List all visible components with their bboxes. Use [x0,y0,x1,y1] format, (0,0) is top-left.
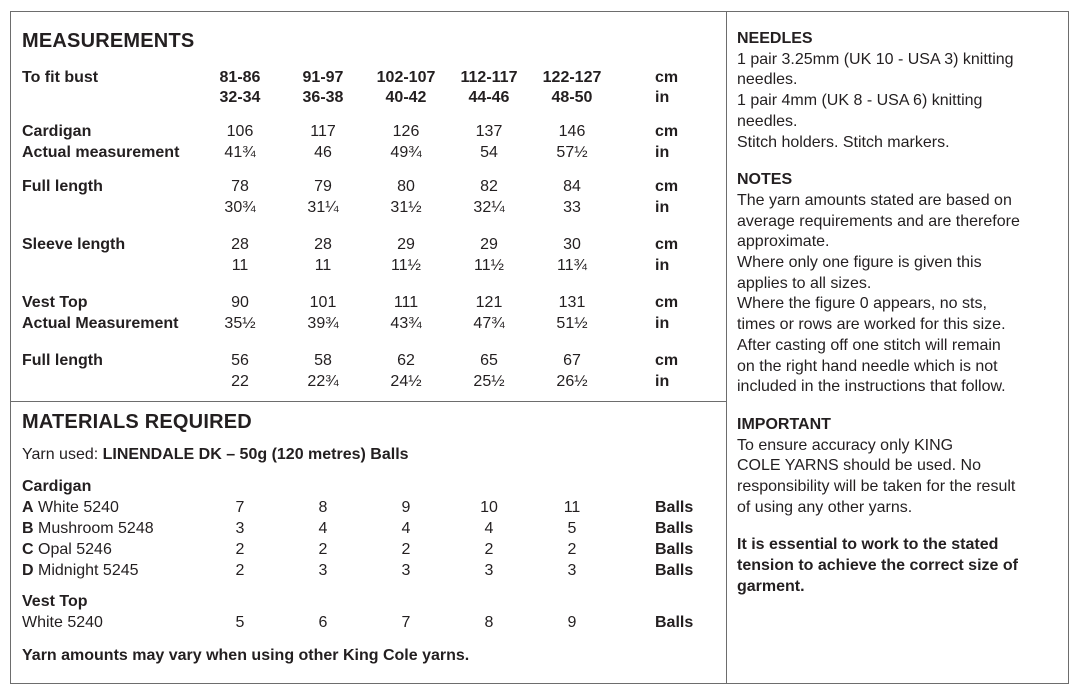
bust-size-cm: 102-107 [376,69,436,86]
important-bold-line: garment. [737,577,805,595]
measurement-in-value: 47¾ [473,314,505,332]
yarn-used-line [22,445,409,465]
bust-size-cm: 91-97 [302,69,344,86]
notes-line: Where the figure 0 appears, no sts, [737,295,987,313]
needles-line: needles. [737,71,798,89]
ball-count: 2 [235,541,245,558]
measurement-cm-value: 79 [314,178,332,195]
measurement-cm-value: 65 [480,352,498,369]
bust-size-cm: 122-127 [542,69,602,86]
notes-line: on the right hand needle which is not [737,357,998,375]
measurement-cm-value: 106 [226,123,254,140]
yarn-letter: D [22,562,34,579]
unit-cm: cm [655,178,679,195]
measurement-label: Sleeve length [22,236,126,253]
ball-count: 7 [235,499,245,516]
yarn-colour-name: White 5240 [33,499,119,516]
needles-line: needles. [737,112,798,130]
needles-section [737,29,1057,153]
measurement-sublabel: Actual measurement [22,143,180,161]
unit-in: in [655,256,670,274]
measurement-sublabel: Actual Measurement [22,314,179,332]
measurement-in-value: 43¾ [390,314,422,332]
unit-balls: Balls [655,614,694,631]
important-bold-line: tension to achieve the correct size of [737,557,1018,575]
ball-count: 2 [567,541,577,558]
measurement-label: Vest Top [22,294,88,311]
unit-cm: cm [655,294,679,311]
measurement-cm-value: 67 [563,352,581,369]
yarn-colour-name: Opal 5246 [33,541,112,558]
notes-line: Where only one figure is given this [737,254,982,272]
measurement-cm-value: 146 [558,123,586,140]
measurement-cm-value: 28 [314,236,332,253]
measurement-in-value: 54 [480,143,498,161]
measurement-in-value: 32¼ [473,198,505,216]
ball-count: 4 [318,520,328,537]
measurement-cm-value: 121 [475,294,503,311]
ball-count: 9 [401,499,411,516]
measurement-in-value: 51½ [556,314,588,332]
bust-size-cm: 112-117 [460,69,518,86]
measurement-in-value: 46 [314,143,332,161]
important-section [737,415,1057,598]
measurement-cm-value: 82 [480,178,498,195]
bust-size-in: 48-50 [551,89,593,106]
ball-count: 4 [401,520,411,537]
measurement-cm-value: 126 [392,123,420,140]
ball-count: 2 [401,541,411,558]
unit-balls: Balls [655,499,694,516]
measurement-in-value: 11½ [474,256,504,274]
measurement-in-value: 22 [231,372,249,390]
notes-section [737,170,1057,398]
notes-title: NOTES [737,171,793,189]
measurement-in-value: 31½ [390,198,422,216]
yarn-colour-name: Mushroom 5248 [33,520,154,537]
notes-line: average requirements and are therefore [737,212,1020,230]
measurement-in-value: 25½ [473,372,505,390]
important-line: To ensure accuracy only KING [737,436,954,454]
needles-line: 1 pair 3.25mm (UK 10 - USA 3) knitting [737,50,1014,68]
measurement-in-value: 33 [563,198,581,216]
measurement-cm-value: 90 [231,294,249,311]
measurement-in-value: 30¾ [224,198,256,216]
measurement-cm-value: 29 [480,236,498,253]
ball-count: 8 [484,614,494,631]
notes-line: applies to all sizes. [737,274,872,292]
measurement-cm-value: 101 [309,294,337,311]
ball-count: 6 [318,614,328,631]
measurement-cm-value: 80 [397,178,415,195]
yarn-colour-name: Midnight 5245 [33,562,139,579]
ball-count: 9 [567,614,577,631]
ball-count: 8 [318,499,328,516]
important-bold-line: It is essential to work to the stated [737,536,999,554]
ball-count: 3 [318,562,328,579]
measurement-in-value: 57½ [556,143,588,161]
measurement-label: Full length [22,352,103,369]
unit-cm: cm [655,352,679,369]
bust-size-in: 32-34 [219,89,261,106]
measurement-in-value: 41¾ [224,143,256,161]
measurement-cm-value: 56 [231,352,249,369]
measurement-cm-value: 28 [231,236,249,253]
ball-count: 4 [484,520,494,537]
yarn-letter: A [22,499,34,516]
yarn-footnote: Yarn amounts may vary when using other King Cole yarns. [22,647,470,664]
ball-count: 3 [401,562,411,579]
materials-title: MATERIALS REQUIRED [22,411,252,433]
measurement-cm-value: 137 [475,123,503,140]
bust-size-cm: 81-86 [219,69,261,86]
needles-line: Stitch holders. Stitch markers. [737,133,950,151]
yarn-letter: C [22,541,34,558]
ball-count: 3 [567,562,577,579]
section-divider [10,401,726,402]
cardigan-label: Cardigan [22,478,92,495]
ball-count: 2 [318,541,328,558]
bust-size-in: 44-46 [468,89,510,106]
measurement-in-value: 11 [231,256,249,274]
ball-count: 5 [567,520,577,537]
unit-cm: cm [655,123,679,140]
notes-line: The yarn amounts stated are based on [737,191,1012,209]
needles-line: 1 pair 4mm (UK 8 - USA 6) knitting [737,92,983,110]
column-divider [726,11,727,684]
unit-in: in [655,89,670,106]
ball-count: 3 [235,520,245,537]
important-bold-text [737,535,1057,597]
important-line: of using any other yarns. [737,498,913,516]
ball-count: 5 [235,614,245,631]
ball-count: 7 [401,614,411,631]
vest-top-label: Vest Top [22,593,88,610]
measurements-title: MEASUREMENTS [22,30,195,52]
measurement-in-value: 35½ [224,314,256,332]
important-title: IMPORTANT [737,415,831,433]
unit-in: in [655,198,670,216]
measurement-cm-value: 111 [393,294,419,311]
measurement-cm-value: 62 [397,352,415,369]
measurement-cm-value: 30 [563,236,581,253]
bust-size-in: 40-42 [385,89,427,106]
measurement-in-value: 31¼ [307,198,339,216]
measurement-in-value: 24½ [390,372,422,390]
yarn-colour-label [22,519,154,539]
measurement-in-value: 49¾ [390,143,422,161]
yarn-colour-label [22,498,119,518]
notes-line: times or rows are worked for this size. [737,316,1006,334]
unit-balls: Balls [655,562,694,579]
measurement-in-value: 26½ [556,372,588,390]
ball-count: 2 [235,562,245,579]
ball-count: 3 [484,562,494,579]
important-line: responsibility will be taken for the result [737,478,1016,496]
ball-count: 10 [480,499,498,516]
yarn-colour-name: White 5240 [22,614,103,631]
unit-cm: cm [655,236,679,253]
measurement-cm-value: 29 [397,236,415,253]
ball-count: 11 [563,499,581,516]
measurement-cm-value: 78 [231,178,249,195]
bust-label: To fit bust [22,69,99,86]
important-line: COLE YARNS should be used. No [737,457,981,475]
unit-in: in [655,372,670,390]
ball-count: 2 [484,541,494,558]
needles-title: NEEDLES [737,30,813,47]
unit-in: in [655,143,670,161]
notes-line: included in the instructions that follow. [737,378,1006,396]
measurement-cm-value: 131 [558,294,586,311]
measurement-in-value: 11¾ [557,256,587,274]
yarn-used-name: LINENDALE DK – 50g (120 metres) Balls [102,446,409,463]
measurement-in-value: 11 [314,256,332,274]
important-text [737,436,1057,519]
right-column [737,29,1057,615]
measurement-label: Cardigan [22,123,92,140]
measurement-cm-value: 117 [310,123,336,140]
needles-text [737,50,1057,154]
bust-size-in: 36-38 [302,89,344,106]
unit-in: in [655,314,670,332]
notes-text [737,191,1057,398]
measurement-in-value: 39¾ [307,314,339,332]
yarn-letter: B [22,520,34,537]
yarn-used-prefix: Yarn used: [22,446,99,463]
yarn-colour-label [22,540,112,560]
measurement-in-value: 22¾ [307,372,339,390]
notes-line: approximate. [737,233,830,251]
measurement-label: Full length [22,178,103,195]
measurement-cm-value: 84 [563,178,581,195]
yarn-colour-label [22,561,139,581]
notes-line: After casting off one stitch will remain [737,336,1001,354]
unit-cm: cm [655,69,679,86]
measurement-cm-value: 58 [314,352,332,369]
measurement-in-value: 11½ [391,256,421,274]
unit-balls: Balls [655,541,694,558]
unit-balls: Balls [655,520,694,537]
